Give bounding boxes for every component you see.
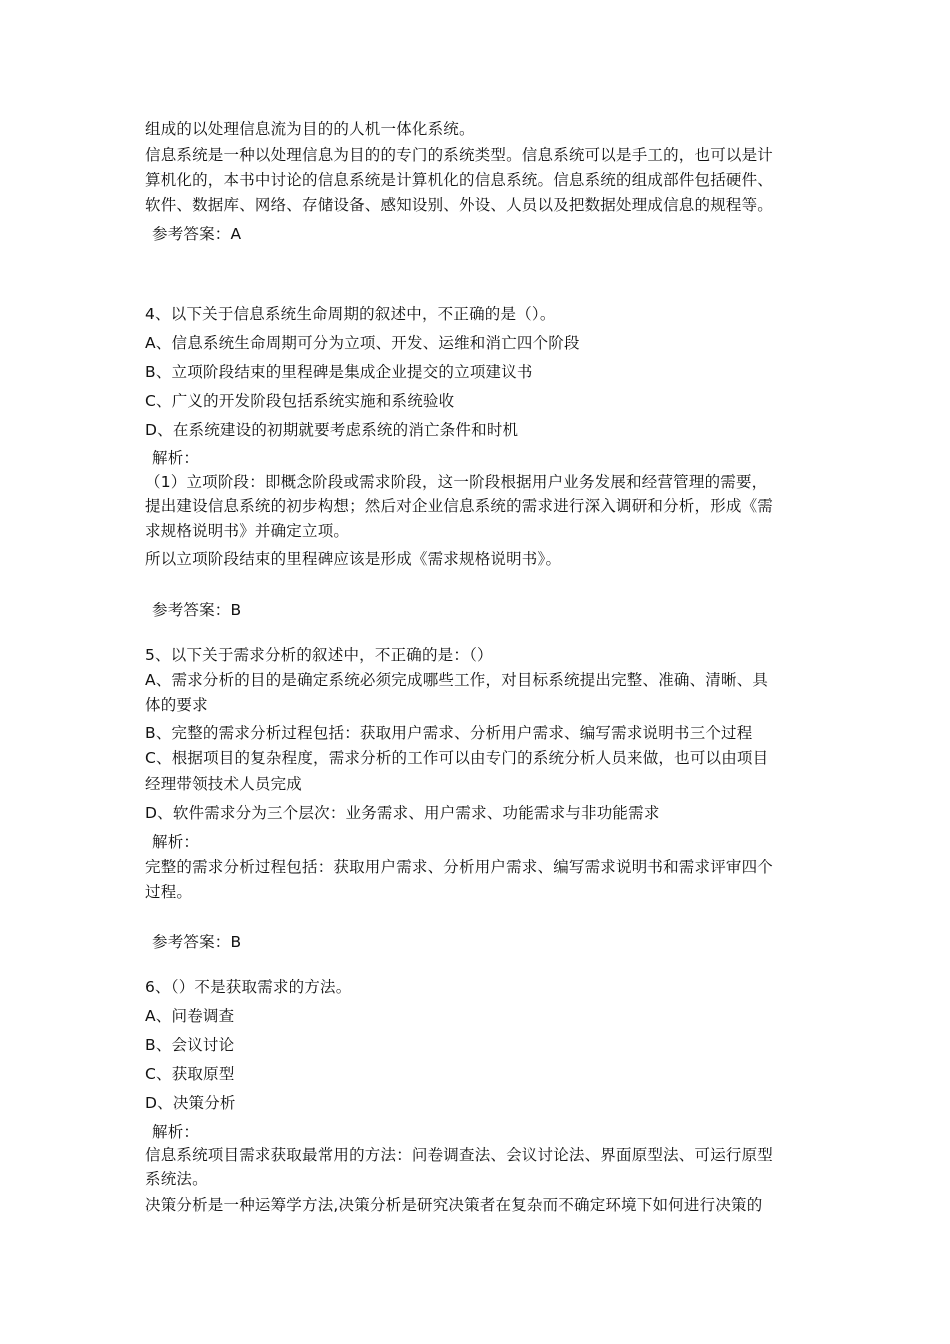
q4-explanation-2: 提出建设信息系统的初步构想；然后对企业信息系统的需求进行深入调研和分析，形成《需	[145, 497, 774, 515]
q4-option-c: C、广义的开发阶段包括系统实施和系统验收	[145, 392, 455, 410]
q4-option-b: B、立项阶段结束的里程碑是集成企业提交的立项建议书	[145, 363, 533, 381]
q5-explanation-1: 完整的需求分析过程包括：获取用户需求、分析用户需求、编写需求说明书和需求评审四个	[145, 858, 774, 876]
answer-4: 参考答案：B	[152, 601, 242, 619]
q4-explanation-1: （1）立项阶段：即概念阶段或需求阶段，这一阶段根据用户业务发展和经营管理的需要，	[145, 473, 768, 491]
q5-option-a-line-1: A、需求分析的目的是确定系统必须完成哪些工作，对目标系统提出完整、准确、清晰、具	[145, 671, 769, 689]
intro-line-1: 组成的以处理信息流为目的的人机一体化系统。	[145, 120, 475, 138]
q5-option-c-line-2: 经理带领技术人员完成	[145, 775, 303, 793]
q5-option-c-line-1: C、根据项目的复杂程度，需求分析的工作可以由专门的系统分析人员来做，也可以由项目	[145, 749, 769, 767]
q5-option-d: D、软件需求分为三个层次：业务需求、用户需求、功能需求与非功能需求	[145, 804, 660, 822]
question-4: 4、以下关于信息系统生命周期的叙述中，不正确的是（）。	[145, 305, 556, 323]
answer-3: 参考答案：A	[152, 225, 242, 243]
answer-5: 参考答案：B	[152, 933, 242, 951]
q6-option-d: D、决策分析	[145, 1094, 236, 1112]
q6-explanation-2: 系统法。	[145, 1170, 208, 1188]
q5-analysis-label: 解析：	[152, 833, 200, 851]
q4-option-d: D、在系统建设的初期就要考虑系统的消亡条件和时机	[145, 421, 519, 439]
q4-explanation-4: 所以立项阶段结束的里程碑应该是形成《需求规格说明书》。	[145, 550, 562, 568]
q4-analysis-label: 解析：	[152, 449, 200, 467]
q6-option-a: A、问卷调查	[145, 1007, 235, 1025]
q4-option-a: A、信息系统生命周期可分为立项、开发、运维和消亡四个阶段	[145, 334, 580, 352]
q5-explanation-2: 过程。	[145, 883, 193, 901]
q4-explanation-3: 求规格说明书》并确定立项。	[145, 522, 350, 540]
q6-option-b: B、会议讨论	[145, 1036, 235, 1054]
q6-option-c: C、获取原型	[145, 1065, 235, 1083]
question-6: 6、（）不是获取需求的方法。	[145, 978, 352, 996]
q5-option-b: B、完整的需求分析过程包括：获取用户需求、分析用户需求、编写需求说明书三个过程	[145, 724, 753, 742]
q6-analysis-label: 解析：	[152, 1123, 200, 1141]
intro-line-3: 算机化的，本书中讨论的信息系统是计算机化的信息系统。信息系统的组成部件包括硬件、	[145, 171, 774, 189]
question-5: 5、以下关于需求分析的叙述中，不正确的是：（）	[145, 646, 493, 664]
q6-explanation-3: 决策分析是一种运筹学方法,决策分析是研究决策者在复杂而不确定环境下如何进行决策的	[145, 1196, 763, 1214]
intro-line-2: 信息系统是一种以处理信息为目的的专门的系统类型。信息系统可以是手工的，也可以是计	[145, 146, 774, 164]
q5-option-a-line-2: 体的要求	[145, 696, 208, 714]
intro-line-4: 软件、数据库、网络、存储设备、感知设别、外设、人员以及把数据处理成信息的规程等。	[145, 196, 774, 214]
q6-explanation-1: 信息系统项目需求获取最常用的方法：问卷调查法、会议讨论法、界面原型法、可运行原型	[145, 1146, 774, 1164]
